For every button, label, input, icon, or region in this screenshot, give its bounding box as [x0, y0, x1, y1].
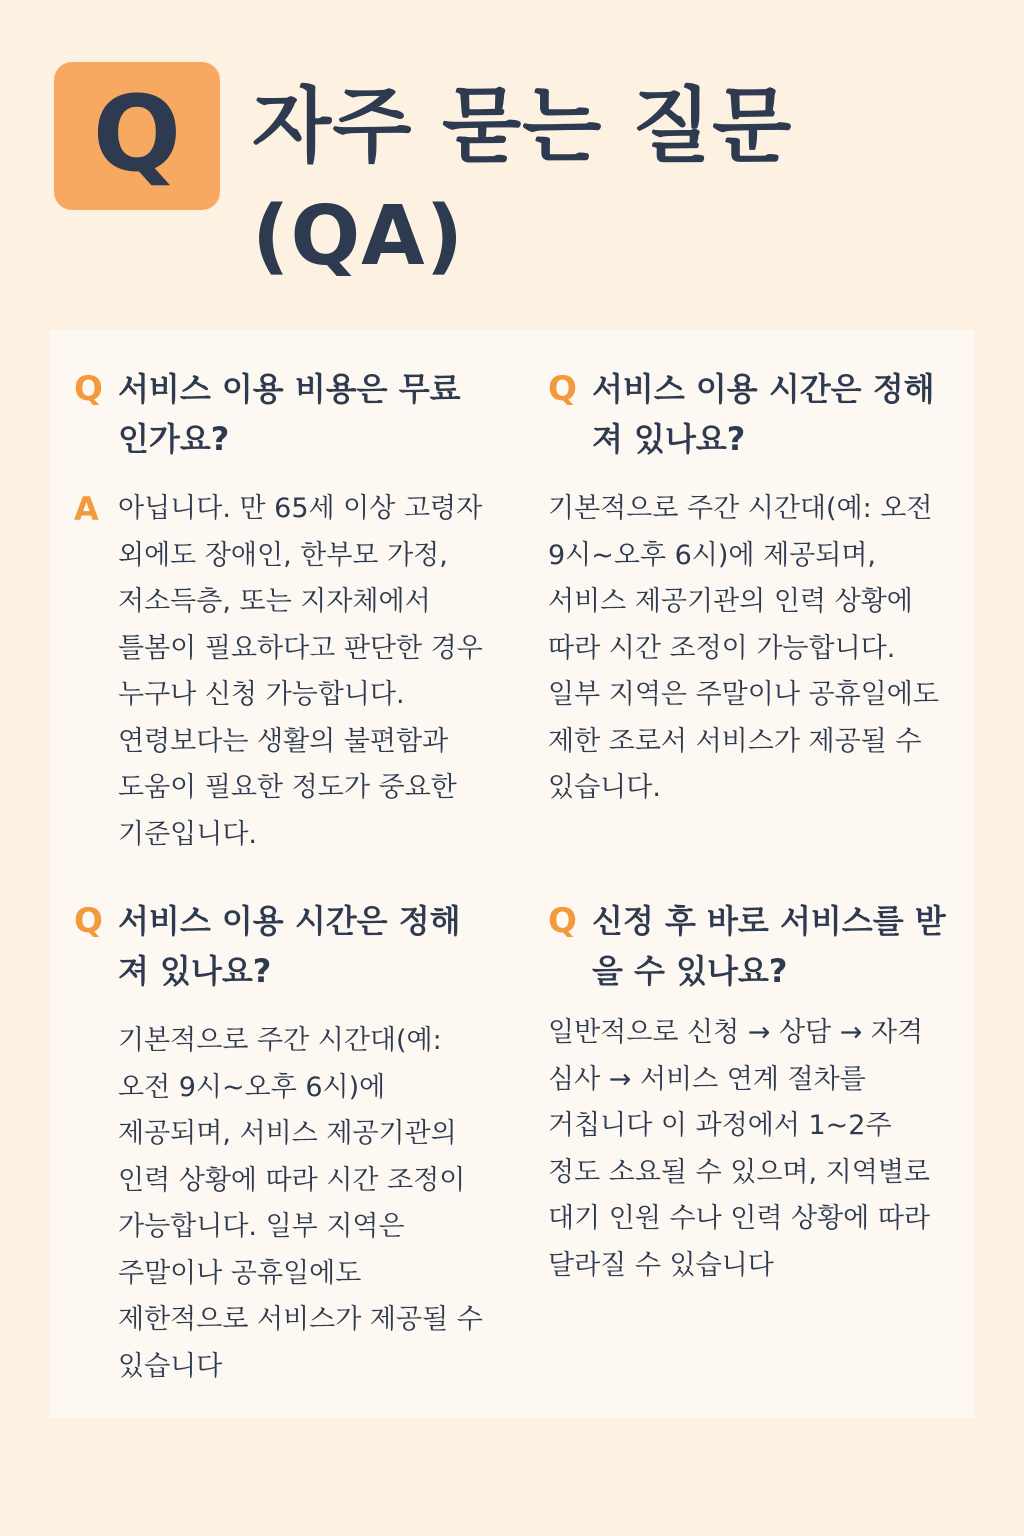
faq-item-hours: [548, 364, 948, 812]
faq-question-row: [548, 896, 948, 996]
faq-question: 신정 후 바로 서비스를 받을 수 있나요?: [592, 902, 946, 990]
faq-answer: 기본적으로 주간 시간대(예: 오전 9시~오후 6시)에 제공되며, 서비스 제공기관의 인력 상황에 따라 시간 조정이 가능합니다. 일부 지역은 주말이나 공휴일에도 제한적으로 서비스가 제공될 수 있습니다: [118, 1025, 483, 1382]
question-marker: Q: [74, 901, 103, 941]
faq-item-hours-repeat: [74, 896, 484, 1390]
answer-marker: A: [74, 490, 99, 528]
faq-answer: 기본적으로 주간 시간대(예: 오전 9시~오후 6시)에 제공되며, 서비스 제공기관의 인력 상황에 따라 시간 조정이 가능합니다. 일부 지역은 주말이나 공휴일에도 제한 조로서 서비스가 제공될 수 있습니다.: [548, 493, 939, 803]
faq-item-cost: [74, 364, 484, 858]
faq-question: 서비스 이용 시간은 정해져 있나요?: [592, 370, 935, 458]
faq-question-row: [74, 364, 484, 464]
faq-answer: 일반적으로 신청 → 상담 → 자격 심사 → 서비스 연계 절차를 거칩니다 이 과정에서 1~2주 정도 소요될 수 있으며, 지역별로 대기 인원 수나 인력 상황에 따라 달라질 수 있습니다: [548, 1017, 930, 1281]
faq-answer-row: [548, 486, 948, 812]
faq-question-row: [548, 364, 948, 464]
faq-answer-row: [74, 1018, 484, 1390]
faq-answer-row: [74, 486, 484, 858]
q-badge-letter: Q: [92, 73, 182, 195]
faq-answer: 아닙니다. 만 65세 이상 고령자 외에도 장애인, 한부모 가정, 저소득층, 또는 지자체에서 틀봄이 필요하다고 판단한 경우 누구나 신청 가능합니다. 연령보다는 생활의 불편함과 도움이 필요한 정도가 중요한 기준입니다.: [118, 493, 483, 850]
faq-item-timeline: [548, 896, 948, 1289]
page-title: 자주 묻는 질문 (QA): [252, 79, 793, 284]
faq-question-row: [74, 896, 484, 996]
question-marker: Q: [548, 901, 577, 941]
faq-panel: [50, 330, 974, 1418]
question-marker: Q: [74, 369, 103, 409]
faq-question: 서비스 이용 시간은 정해져 있나요?: [118, 902, 461, 990]
question-marker: Q: [548, 369, 577, 409]
faq-answer-row: [548, 1010, 948, 1289]
page-header: [54, 62, 974, 302]
q-badge-icon: [54, 62, 220, 210]
faq-question: 서비스 이용 비용은 무료인가요?: [118, 370, 461, 458]
